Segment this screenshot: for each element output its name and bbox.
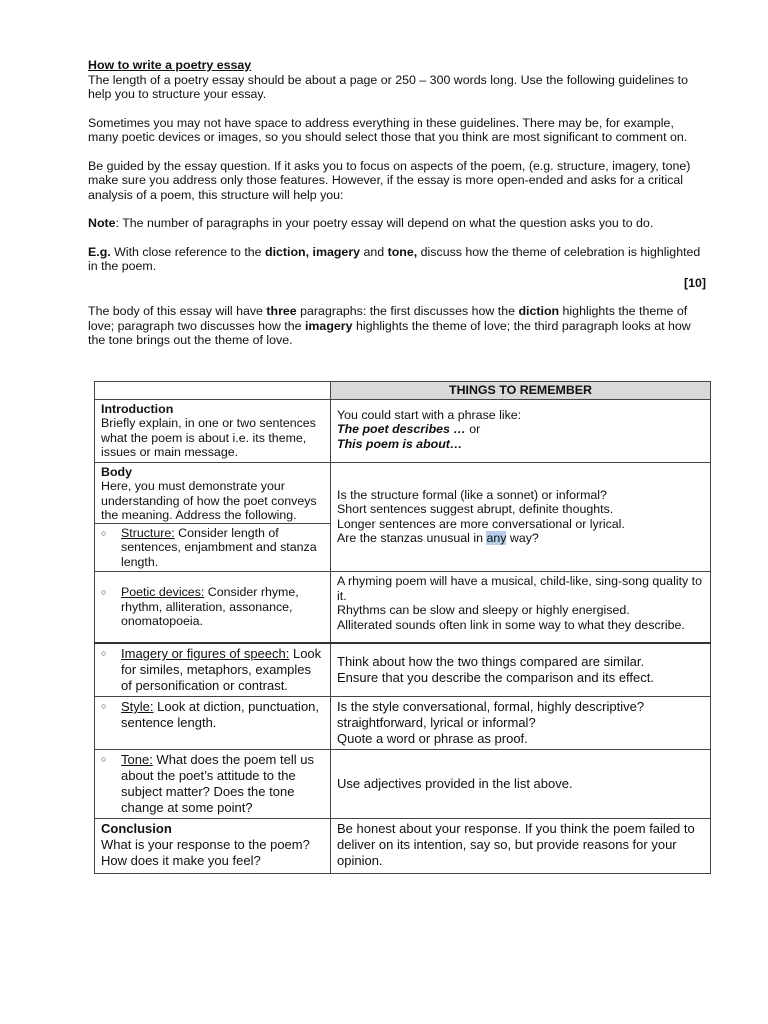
body-diction: diction	[518, 304, 560, 318]
note-text: : The number of paragraphs in your poetry essay will depend on what the question asks you to do.	[115, 216, 654, 230]
eg-tone: tone,	[387, 244, 418, 259]
body-imagery: imagery	[304, 318, 353, 333]
body-three: three	[266, 304, 297, 318]
essay-structure-table	[94, 381, 711, 874]
eg-imagery: imagery	[312, 244, 361, 259]
bullet-icon: ○	[101, 754, 107, 764]
phrase-poet-describes: The poet describes …	[337, 422, 466, 436]
imagery-tip-2: Ensure that you describe the comparison and its effect.	[337, 670, 654, 685]
style-text	[121, 699, 325, 731]
structure-tip-cell	[331, 462, 711, 572]
introduction-tip-cell	[331, 399, 711, 462]
table-header-empty	[95, 382, 331, 400]
note-label: Note	[88, 216, 116, 230]
introduction-tip-2	[337, 422, 705, 437]
devices-desc: Consider rhyme, rhythm, alliteration, assonance, onomatopoeia.	[121, 585, 299, 629]
bullet-icon: ○	[101, 648, 107, 658]
eg-text: With close reference to the	[110, 244, 265, 259]
page-title: How to write a poetry essay	[88, 58, 252, 72]
body-desc: Here, you must demonstrate your understanding of how the poet conveys the meaning. Address the following.	[101, 479, 317, 522]
body-text-4: highlights the theme of love; the third paragraph looks at how the tone brings out the theme of love.	[88, 318, 691, 347]
tone-tip-cell	[331, 750, 711, 819]
structure-tip-4-text: Are the stanzas unusual in	[337, 531, 487, 546]
devices-tip-1: A rhyming poem will have a musical, child-like, sing-song quality to it.	[337, 574, 702, 603]
devices-text	[121, 585, 325, 629]
intro-paragraph-space: Sometimes you may not have space to address everything in these guidelines. There may be, for example, many poetic devices or images, so you should select those that you think are most significant to comment on.	[88, 115, 688, 144]
conclusion-desc: What is your response to the poem? How does it make you feel?	[101, 837, 310, 868]
table-row-tone	[95, 750, 711, 819]
table-header: THINGS TO REMEMBER	[331, 382, 711, 400]
structure-tip-4-end: way?	[506, 531, 539, 546]
eg-and: and	[360, 244, 388, 259]
table-row-devices	[95, 572, 711, 644]
devices-tip-cell	[331, 572, 711, 644]
marks-label: [10]	[683, 275, 706, 290]
bullet-icon: ○	[101, 701, 107, 711]
structure-cell	[95, 523, 331, 572]
body-cell	[95, 462, 331, 523]
conclusion-tip-cell	[331, 819, 711, 874]
table-row-style	[95, 697, 711, 750]
structure-tip-3: Longer sentences are more conversational or lyrical.	[337, 516, 625, 531]
devices-tip-3: Alliterated sounds often link in some way to what they describe.	[337, 617, 685, 632]
tone-text	[121, 752, 325, 816]
intro-body-paragraph	[88, 304, 706, 348]
imagery-label: Imagery or figures of speech:	[121, 646, 290, 661]
introduction-cell	[95, 399, 331, 462]
table-header-row	[95, 382, 711, 400]
introduction-tip-3: This poem is about…	[337, 436, 463, 451]
intro-paragraph-length: The length of a poetry essay should be about a page or 250 – 300 words long. Use the following guidelines to help you to structure your essay.	[88, 72, 688, 101]
introduction-tip-1: You could start with a phrase like:	[337, 407, 522, 422]
table-row-body	[95, 462, 711, 523]
structure-tip-4	[337, 531, 705, 546]
tone-desc: What does the poem tell us about the poet’s attitude to the subject matter? Does the tone change at some point?	[121, 752, 314, 815]
table-row-imagery	[95, 643, 711, 697]
imagery-tip-1: Think about how the two things compared are similar.	[337, 654, 645, 669]
style-desc: Look at diction, punctuation, sentence length.	[121, 699, 320, 730]
devices-label: Poetic devices:	[121, 585, 205, 600]
intro-paragraph-guided: Be guided by the essay question. If it asks you to focus on aspects of the poem, (e.g. structure, imagery, tone) make sure you address only those features. However, if the essay is more open-ended and asks for a critical analysis of a poem, this structure will help you:	[88, 158, 691, 202]
body-text-1: The body of this essay will have	[88, 304, 267, 318]
body-title: Body	[101, 464, 132, 479]
bullet-icon: ○	[101, 527, 107, 538]
structure-text	[121, 526, 325, 570]
structure-label: Structure:	[121, 525, 175, 540]
devices-tip-2: Rhythms can be slow and sleepy or highly energised.	[337, 603, 630, 617]
body-text-2: paragraphs: the first discusses how the	[296, 304, 519, 318]
imagery-tip-cell	[331, 643, 711, 697]
phrase-or: or	[465, 422, 481, 436]
bullet-icon: ○	[101, 587, 107, 598]
conclusion-title: Conclusion	[101, 821, 172, 836]
introduction-title: Introduction	[101, 401, 174, 416]
imagery-cell	[95, 643, 331, 697]
structure-tip-2: Short sentences suggest abrupt, definite thoughts.	[337, 502, 614, 517]
style-tip-cell	[331, 697, 711, 750]
body-text-3: highlights the theme of love; paragraph two discusses how the	[88, 304, 688, 333]
introduction-desc: Briefly explain, in one or two sentences what the poem is about i.e. its theme, issues or main message.	[101, 416, 316, 459]
style-tip-1: Is the style conversational, formal, highly descriptive? straightforward, lyrical or informal?	[337, 699, 645, 730]
eg-label: E.g.	[88, 244, 111, 259]
conclusion-cell	[95, 819, 331, 874]
imagery-desc: Look for similes, metaphors, examples of personification or contrast.	[121, 646, 322, 693]
table-row-introduction	[95, 399, 711, 462]
tone-label: Tone:	[121, 752, 153, 767]
eg-diction: diction,	[265, 244, 310, 259]
eg-text-2: discuss how the theme of celebration is highlighted in the poem.	[88, 244, 701, 273]
structure-desc: Consider length of sentences, enjambment and stanza length.	[121, 525, 317, 569]
structure-tip-1: Is the structure formal (like a sonnet) or informal?	[337, 487, 607, 502]
conclusion-tip: Be honest about your response. If you think the poem failed to deliver on its intention, say so, but provide reasons for your opinion.	[337, 821, 695, 868]
tone-tip: Use adjectives provided in the list above.	[337, 776, 573, 791]
intro-note	[88, 216, 706, 231]
table-row-conclusion	[95, 819, 711, 874]
devices-cell	[95, 572, 331, 644]
selected-word-any: any	[486, 531, 507, 546]
style-cell	[95, 697, 331, 750]
imagery-text	[121, 646, 325, 694]
intro-example	[88, 245, 706, 274]
style-label: Style:	[121, 699, 154, 714]
style-tip-2: Quote a word or phrase as proof.	[337, 731, 528, 746]
tone-cell	[95, 750, 331, 819]
intro-section	[88, 58, 706, 362]
